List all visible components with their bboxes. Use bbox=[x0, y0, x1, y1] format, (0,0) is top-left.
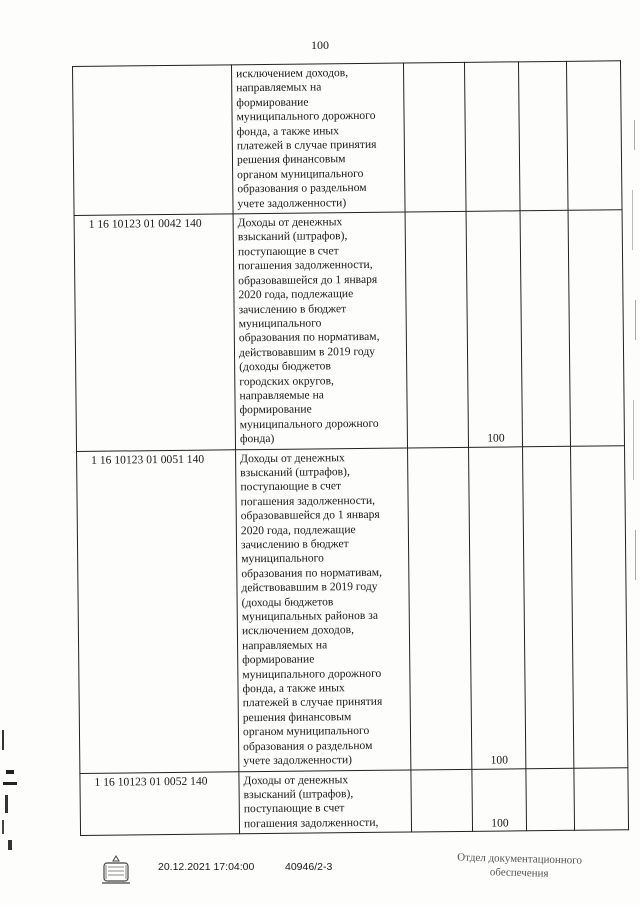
description-line: исключением доходов, bbox=[241, 623, 355, 638]
description-cell bbox=[239, 769, 412, 833]
description-line: учете задолженности) bbox=[243, 753, 353, 768]
description-line: взысканий (штрафов), bbox=[243, 787, 354, 802]
page-footer bbox=[0, 851, 640, 905]
table-row bbox=[74, 210, 624, 451]
description-line: образования по нормативам, bbox=[241, 565, 383, 581]
scan-edge-marks bbox=[0, 700, 22, 860]
empty-cell bbox=[408, 447, 472, 770]
description-line: городских округов, bbox=[239, 373, 334, 388]
table-row bbox=[77, 445, 628, 773]
description-line: зачислению в бюджет bbox=[240, 537, 349, 552]
description-line: (доходы бюджетов bbox=[239, 359, 331, 374]
table-row bbox=[73, 61, 623, 216]
description-line: фонда, а также иных bbox=[236, 123, 340, 138]
amount-cell: 100 bbox=[472, 768, 527, 831]
description-line: образования о раздельном bbox=[243, 738, 373, 753]
empty-cell bbox=[405, 211, 468, 447]
budget-code-cell bbox=[73, 65, 234, 216]
department-stamp bbox=[457, 850, 583, 881]
description-line: погашения задолженности, bbox=[240, 493, 376, 509]
description-line: взысканий (штрафов), bbox=[240, 465, 350, 480]
description-cell bbox=[233, 212, 407, 449]
description-line: фонда) bbox=[239, 432, 275, 446]
empty-cell bbox=[526, 768, 575, 831]
description-line: муниципального bbox=[238, 316, 322, 331]
description-line: погашения задолженности, bbox=[243, 815, 379, 830]
stamp-line-2: обеспечения bbox=[489, 866, 549, 880]
empty-cell bbox=[566, 61, 622, 211]
description-line: фонда, а также иных bbox=[242, 681, 345, 696]
description-line: органом муниципального bbox=[237, 166, 364, 182]
description-line: 2020 года, подлежащие bbox=[240, 522, 356, 537]
description-line: действовавшим в 2019 году bbox=[238, 344, 376, 359]
document-number: 40946/2-3 bbox=[285, 861, 333, 873]
description-line: муниципального дорожного bbox=[236, 109, 376, 124]
description-line: исключением доходов, bbox=[236, 66, 349, 81]
description-line: формирование bbox=[236, 95, 309, 110]
description-line: муниципального bbox=[241, 551, 324, 566]
empty-cell bbox=[571, 445, 628, 767]
description-line: решения финансовым bbox=[236, 152, 346, 167]
empty-cell bbox=[574, 767, 629, 830]
coat-of-arms-icon bbox=[96, 853, 136, 889]
empty-cell bbox=[518, 61, 568, 211]
description-line: поступающие в счет bbox=[240, 479, 342, 494]
table-row bbox=[80, 767, 629, 835]
description-line: 2020 года, подлежащие bbox=[238, 287, 354, 302]
scan-side-marks bbox=[626, 100, 640, 620]
description-line: Доходы от денежных bbox=[240, 450, 345, 465]
budget-code-cell: 1 16 10123 01 0051 140 bbox=[77, 449, 239, 773]
description-line: Доходы от денежных bbox=[237, 215, 343, 230]
amount-cell bbox=[464, 62, 520, 212]
description-line: платежей в случае принятия bbox=[236, 137, 377, 153]
page-number: 100 bbox=[311, 38, 329, 52]
description-line: муниципального дорожного bbox=[242, 666, 382, 681]
description-line: зачислению в бюджет bbox=[238, 301, 347, 316]
stamp-line-1: Отдел документационного bbox=[457, 851, 583, 867]
description-line: поступающие в счет bbox=[237, 244, 339, 259]
budget-code-cell: 1 16 10123 01 0042 140 bbox=[74, 214, 235, 451]
amount-cell: 100 bbox=[469, 446, 526, 768]
empty-cell bbox=[411, 769, 473, 832]
description-cell bbox=[231, 63, 405, 214]
description-line: взысканий (штрафов), bbox=[237, 229, 348, 244]
description-line: поступающие в счет bbox=[243, 801, 345, 816]
description-line: формирование bbox=[242, 652, 315, 667]
amount-cell: 100 bbox=[466, 211, 522, 447]
empty-cell bbox=[403, 62, 466, 212]
description-line: направляемых на bbox=[236, 80, 322, 95]
description-line: (доходы бюджетов bbox=[241, 594, 334, 609]
description-line: образовавшейся до 1 января bbox=[238, 272, 378, 287]
description-line: учете задолженности) bbox=[237, 195, 347, 210]
description-line: Доходы от денежных bbox=[243, 772, 349, 787]
empty-cell bbox=[523, 446, 574, 768]
description-line: органом муниципального bbox=[242, 724, 370, 739]
description-line: образовавшейся до 1 января bbox=[240, 507, 380, 523]
description-line: формирование bbox=[239, 402, 312, 417]
description-line: направляемые на bbox=[239, 388, 324, 403]
budget-code-cell: 1 16 10123 01 0052 140 bbox=[80, 771, 240, 835]
description-line: образования о раздельном bbox=[237, 181, 367, 196]
description-line: направляемых на bbox=[242, 638, 328, 653]
description-line: образования по нормативам, bbox=[238, 330, 380, 345]
empty-cell bbox=[568, 210, 624, 446]
description-line: погашения задолженности, bbox=[238, 258, 373, 273]
timestamp: 20.12.2021 17:04:00 bbox=[158, 861, 255, 873]
budget-codes-table bbox=[72, 60, 629, 836]
description-line: платежей в случае принятия bbox=[242, 695, 383, 710]
description-line: решения финансовым bbox=[242, 709, 352, 725]
description-cell bbox=[236, 448, 411, 772]
description-line: муниципального дорожного bbox=[239, 416, 379, 432]
empty-cell bbox=[520, 210, 570, 446]
description-line: муниципальных районов за bbox=[241, 608, 379, 624]
description-line: действовавшим в 2019 году bbox=[241, 580, 378, 595]
